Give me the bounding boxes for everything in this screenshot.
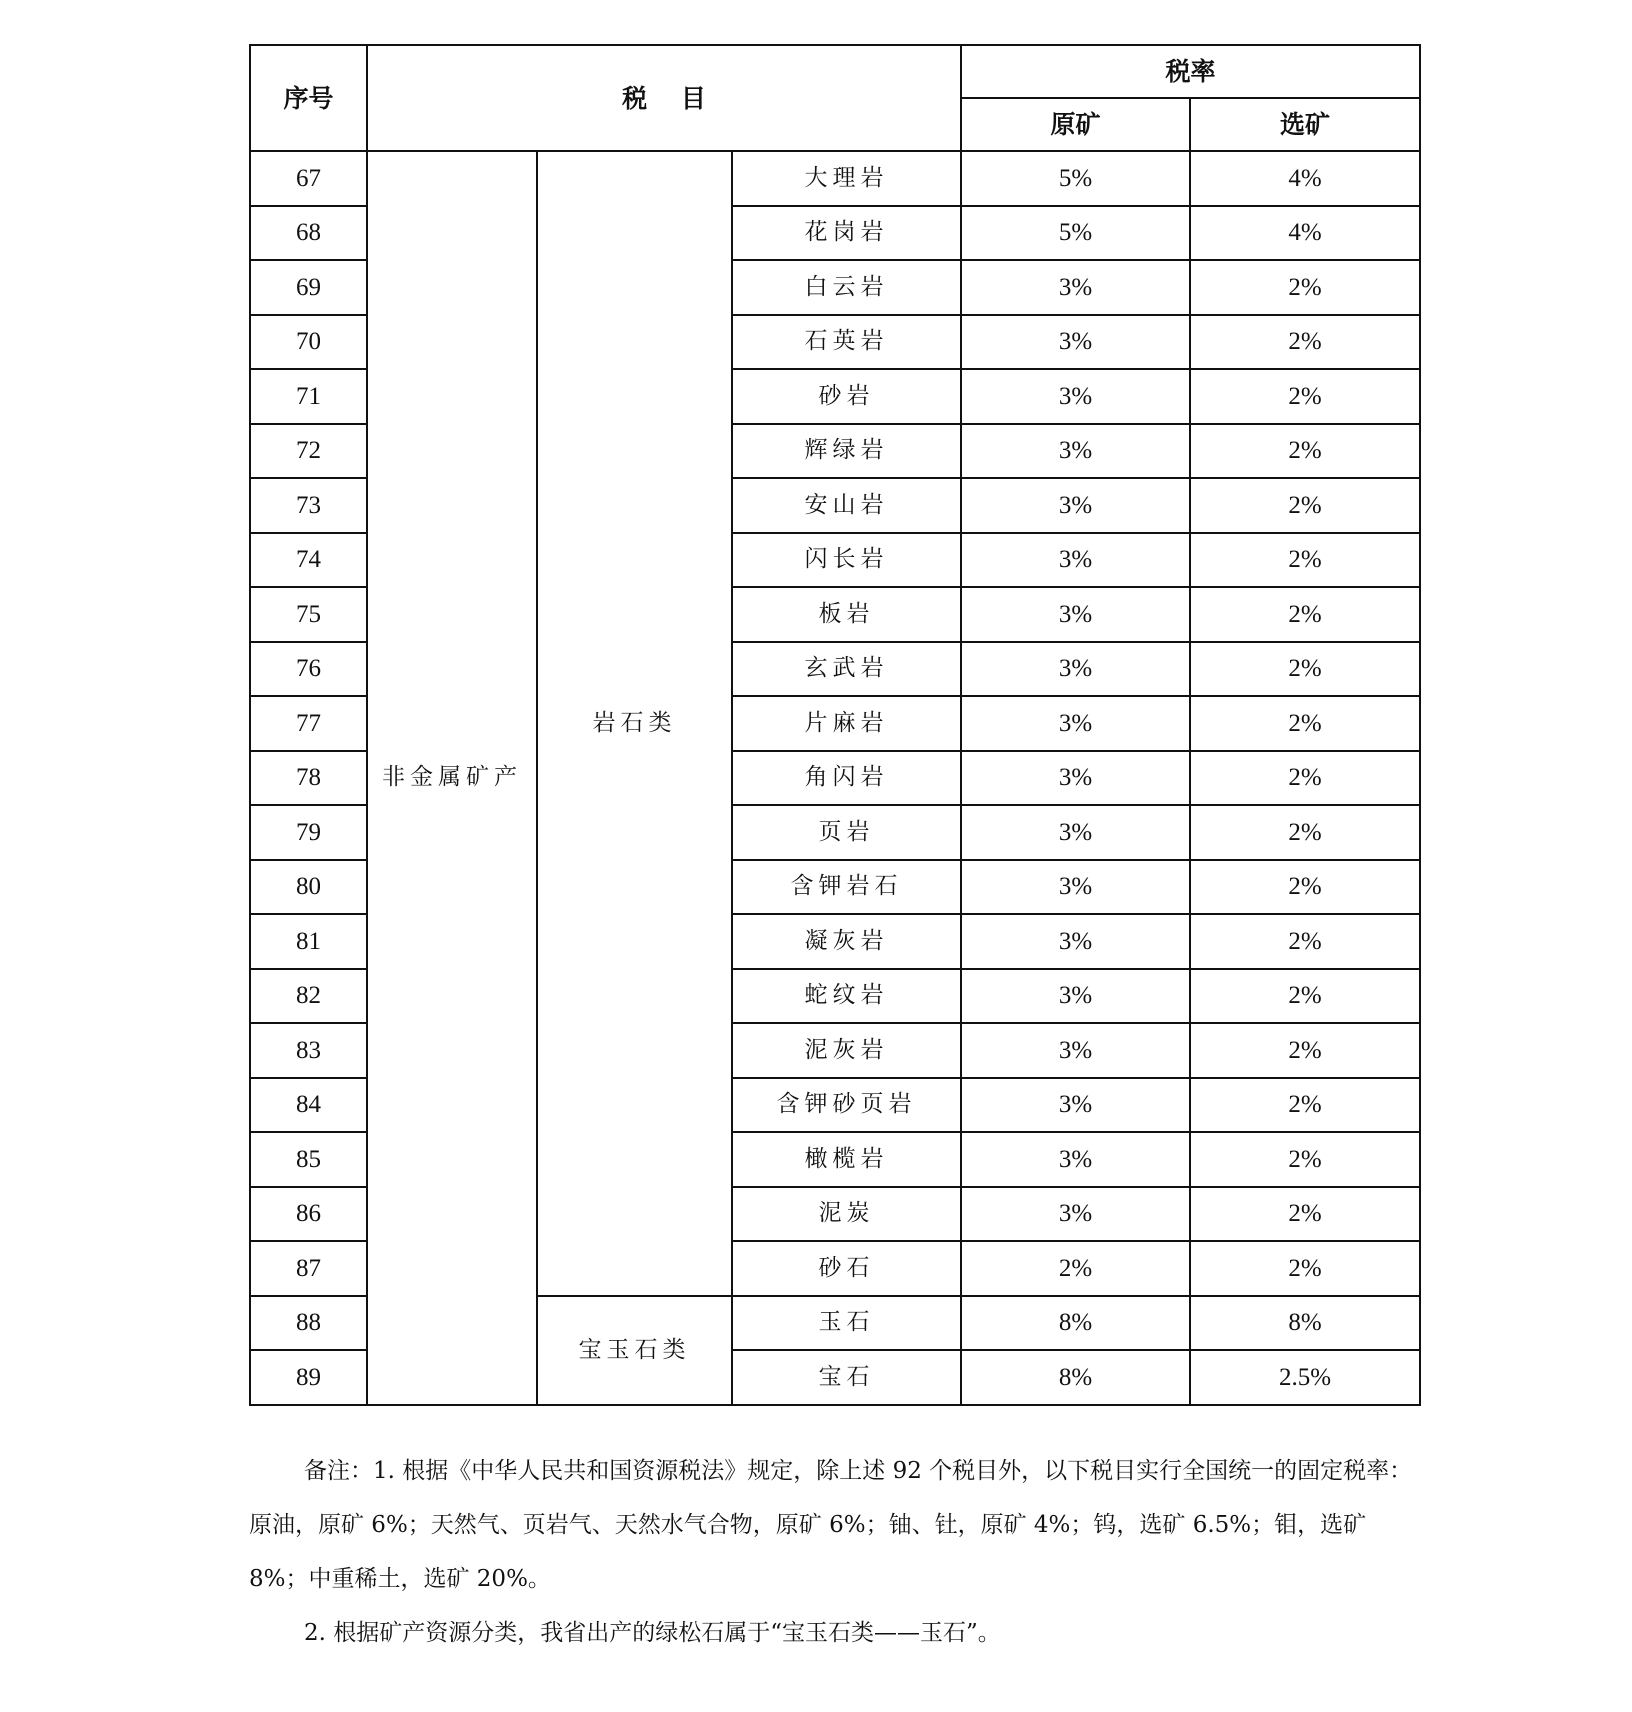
rate-raw-ore: 3% — [961, 533, 1190, 588]
rate-dressed-ore: 2% — [1190, 260, 1420, 315]
item-name: 角闪岩 — [732, 751, 961, 806]
item-name: 玉石 — [732, 1296, 961, 1351]
rate-dressed-ore: 2.5% — [1190, 1350, 1420, 1405]
row-number: 81 — [250, 914, 367, 969]
row-number: 78 — [250, 751, 367, 806]
note-2: 2. 根据矿产资源分类，我省出产的绿松石属于“宝玉石类——玉石”。 — [304, 1620, 1001, 1646]
rate-raw-ore: 3% — [961, 860, 1190, 915]
row-number: 88 — [250, 1296, 367, 1351]
row-number: 74 — [250, 533, 367, 588]
rate-raw-ore: 3% — [961, 260, 1190, 315]
item-name: 玄武岩 — [732, 642, 961, 697]
rate-raw-ore: 3% — [961, 1132, 1190, 1187]
rate-dressed-ore: 2% — [1190, 1132, 1420, 1187]
rate-raw-ore: 3% — [961, 369, 1190, 424]
item-name: 辉绿岩 — [732, 424, 961, 479]
item-name: 橄榄岩 — [732, 1132, 961, 1187]
rate-dressed-ore: 2% — [1190, 860, 1420, 915]
rate-dressed-ore: 2% — [1190, 751, 1420, 806]
rate-dressed-ore: 2% — [1190, 369, 1420, 424]
rate-dressed-ore: 2% — [1190, 969, 1420, 1024]
rate-raw-ore: 3% — [961, 478, 1190, 533]
row-number: 75 — [250, 587, 367, 642]
item-name: 石英岩 — [732, 315, 961, 370]
rate-raw-ore: 8% — [961, 1350, 1190, 1405]
rate-dressed-ore: 2% — [1190, 1241, 1420, 1296]
header-tax-rate: 税率 — [961, 45, 1420, 98]
table-row — [250, 151, 1420, 206]
rate-raw-ore: 3% — [961, 751, 1190, 806]
rate-dressed-ore: 2% — [1190, 587, 1420, 642]
item-name: 页岩 — [732, 805, 961, 860]
rate-raw-ore: 5% — [961, 151, 1190, 206]
rate-dressed-ore: 2% — [1190, 696, 1420, 751]
rate-raw-ore: 3% — [961, 1078, 1190, 1133]
rate-dressed-ore: 4% — [1190, 206, 1420, 261]
item-name: 蛇纹岩 — [732, 969, 961, 1024]
rate-dressed-ore: 4% — [1190, 151, 1420, 206]
item-name: 白云岩 — [732, 260, 961, 315]
item-name: 安山岩 — [732, 478, 961, 533]
row-number: 80 — [250, 860, 367, 915]
item-name: 板岩 — [732, 587, 961, 642]
rate-raw-ore: 3% — [961, 587, 1190, 642]
header-tax-item: 税 目 — [367, 45, 961, 151]
rate-raw-ore: 3% — [961, 696, 1190, 751]
rate-dressed-ore: 2% — [1190, 1078, 1420, 1133]
rate-dressed-ore: 2% — [1190, 805, 1420, 860]
rate-raw-ore: 2% — [961, 1241, 1190, 1296]
rate-raw-ore: 3% — [961, 914, 1190, 969]
rate-raw-ore: 3% — [961, 1023, 1190, 1078]
rate-raw-ore: 3% — [961, 315, 1190, 370]
rate-dressed-ore: 2% — [1190, 914, 1420, 969]
rate-dressed-ore: 2% — [1190, 1187, 1420, 1242]
row-number: 72 — [250, 424, 367, 479]
item-name: 大理岩 — [732, 151, 961, 206]
rate-dressed-ore: 2% — [1190, 1023, 1420, 1078]
header-raw-ore: 原矿 — [961, 98, 1190, 151]
subcategory-gem-cell: 宝玉石类 — [537, 1296, 732, 1405]
rate-dressed-ore: 2% — [1190, 424, 1420, 479]
row-number: 70 — [250, 315, 367, 370]
item-name: 含钾岩石 — [732, 860, 961, 915]
row-number: 79 — [250, 805, 367, 860]
rate-raw-ore: 3% — [961, 642, 1190, 697]
rate-raw-ore: 8% — [961, 1296, 1190, 1351]
row-number: 87 — [250, 1241, 367, 1296]
item-name: 砂石 — [732, 1241, 961, 1296]
row-number: 84 — [250, 1078, 367, 1133]
row-number: 82 — [250, 969, 367, 1024]
tax-rate-table — [249, 44, 1421, 1406]
rate-raw-ore: 3% — [961, 969, 1190, 1024]
item-name: 凝灰岩 — [732, 914, 961, 969]
item-name: 泥灰岩 — [732, 1023, 961, 1078]
item-name: 宝石 — [732, 1350, 961, 1405]
row-number: 69 — [250, 260, 367, 315]
rate-raw-ore: 5% — [961, 206, 1190, 261]
rate-raw-ore: 3% — [961, 424, 1190, 479]
rate-raw-ore: 3% — [961, 1187, 1190, 1242]
header-dressed-ore: 选矿 — [1190, 98, 1420, 151]
row-number: 68 — [250, 206, 367, 261]
row-number: 85 — [250, 1132, 367, 1187]
item-name: 泥炭 — [732, 1187, 961, 1242]
row-number: 71 — [250, 369, 367, 424]
category-cell: 非金属矿产 — [367, 151, 537, 1405]
rate-dressed-ore: 2% — [1190, 533, 1420, 588]
row-number: 83 — [250, 1023, 367, 1078]
rate-raw-ore: 3% — [961, 805, 1190, 860]
rate-dressed-ore: 2% — [1190, 478, 1420, 533]
row-number: 73 — [250, 478, 367, 533]
row-number: 67 — [250, 151, 367, 206]
rate-dressed-ore: 2% — [1190, 315, 1420, 370]
header-row-1 — [250, 45, 1420, 98]
subcategory-rock-cell: 岩石类 — [537, 151, 732, 1296]
row-number: 76 — [250, 642, 367, 697]
row-number: 77 — [250, 696, 367, 751]
row-number: 89 — [250, 1350, 367, 1405]
note-1: 备注：1. 根据《中华人民共和国资源税法》规定，除上述 92 个税目外，以下税目实行全国统一的固定税率：原油，原矿 6%；天然气、页岩气、天然水气合物，原矿 6%；铀、钍，原矿 4%；钨，选矿 6.5%；钼，选矿 8%；中重稀土，选矿 20%。 — [249, 1458, 1413, 1592]
item-name: 砂岩 — [732, 369, 961, 424]
item-name: 含钾砂页岩 — [732, 1078, 961, 1133]
header-seq: 序号 — [250, 45, 367, 151]
item-name: 闪长岩 — [732, 533, 961, 588]
rate-dressed-ore: 2% — [1190, 642, 1420, 697]
item-name: 花岗岩 — [732, 206, 961, 261]
notes — [249, 1444, 1429, 1660]
rate-dressed-ore: 8% — [1190, 1296, 1420, 1351]
item-name: 片麻岩 — [732, 696, 961, 751]
row-number: 86 — [250, 1187, 367, 1242]
